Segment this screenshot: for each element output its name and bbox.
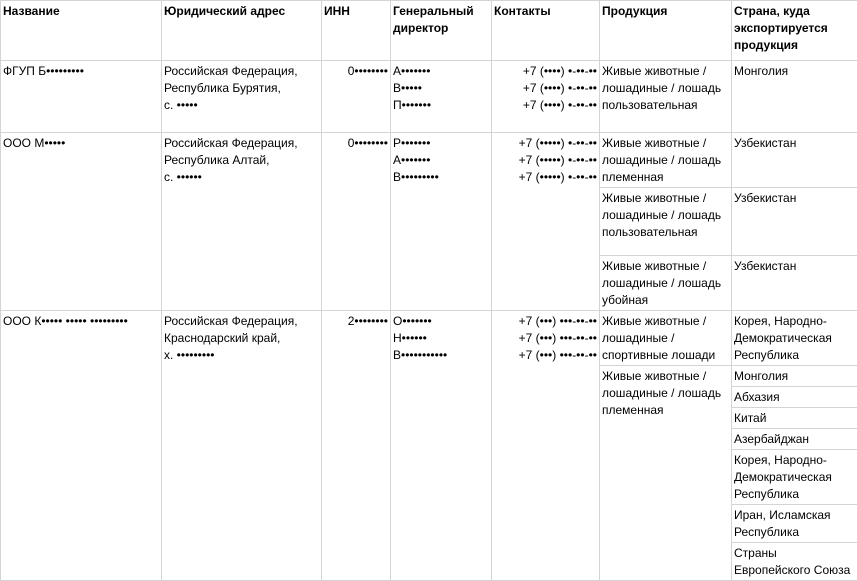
country-cell: Китай [732,408,857,429]
header-contacts: Контакты [492,1,600,61]
company-director [391,311,492,581]
country-cell: Узбекистан [732,188,857,256]
director-line: Р••••••• [393,135,489,152]
phone-number: +7 (••••) •-••-•• [494,80,597,97]
director-line: А••••••• [393,152,489,169]
table-row [1,133,857,188]
company-inn: 0•••••••• [322,133,391,311]
address-line: Республика Бурятия, [164,80,319,97]
phone-number: +7 (•••) •••-••-•• [494,330,597,347]
product-cell: Живые животные / лошадиные / лошадь пользовательная [600,61,732,133]
company-contacts [492,61,600,133]
director-line: В••••••••• [393,169,489,186]
product-cell: Живые животные / лошадиные / спортивные лошади [600,311,732,366]
address-line: х. ••••••••• [164,347,319,364]
product-cell: Живые животные / лошадиные / лошадь племенная [600,133,732,188]
company-inn: 2•••••••• [322,311,391,581]
address-line: Республика Алтай, [164,152,319,169]
director-line: О••••••• [393,313,489,330]
table-row [1,311,857,366]
country-cell: Азербайджан [732,429,857,450]
director-line: В••••• [393,80,489,97]
phone-number: +7 (••••) •-••-•• [494,63,597,80]
address-line: Российская Федерация, [164,135,319,152]
company-inn: 0•••••••• [322,61,391,133]
address-line: с. ••••• [164,97,319,114]
phone-number: +7 (•••••) •-••-•• [494,152,597,169]
header-row [1,1,857,61]
address-line: с. •••••• [164,169,319,186]
country-cell: Страны Европейского Союза [732,543,857,581]
company-name: ООО М••••• [1,133,162,311]
header-address: Юридический адрес [162,1,322,61]
country-cell: Узбекистан [732,256,857,311]
company-name: ООО К••••• ••••• ••••••••• [1,311,162,581]
product-cell: Живые животные / лошадиные / лошадь убойная [600,256,732,311]
country-cell: Монголия [732,61,857,133]
country-cell: Узбекистан [732,133,857,188]
director-line: А••••••• [393,63,489,80]
header-director: Генеральный директор [391,1,492,61]
company-address [162,311,322,581]
director-line: Н•••••• [393,330,489,347]
company-director [391,133,492,311]
product-cell: Живые животные / лошадиные / лошадь племенная [600,366,732,581]
phone-number: +7 (••••) •-••-•• [494,97,597,114]
header-inn: ИНН [322,1,391,61]
phone-number: +7 (•••) •••-••-•• [494,347,597,364]
director-line: П••••••• [393,97,489,114]
header-country: Страна, куда экспортируется продукция [732,1,857,61]
country-cell: Корея, Народно-Демократическая Республика [732,311,857,366]
company-director [391,61,492,133]
phone-number: +7 (•••) •••-••-•• [494,313,597,330]
country-cell: Монголия [732,366,857,387]
address-line: Российская Федерация, [164,63,319,80]
product-cell: Живые животные / лошадиные / лошадь пользовательная [600,188,732,256]
phone-number: +7 (•••••) •-••-•• [494,169,597,186]
company-contacts [492,311,600,581]
director-line: В••••••••••• [393,347,489,364]
table-row [1,61,857,133]
country-cell: Иран, Исламская Республика [732,505,857,543]
company-name: ФГУП Б••••••••• [1,61,162,133]
address-line: Российская Федерация, [164,313,319,330]
header-products: Продукция [600,1,732,61]
company-address [162,61,322,133]
company-address [162,133,322,311]
country-cell: Корея, Народно-Демократическая Республика [732,450,857,505]
header-name: Название [1,1,162,61]
address-line: Краснодарский край, [164,330,319,347]
company-contacts [492,133,600,311]
country-cell: Абхазия [732,387,857,408]
phone-number: +7 (•••••) •-••-•• [494,135,597,152]
